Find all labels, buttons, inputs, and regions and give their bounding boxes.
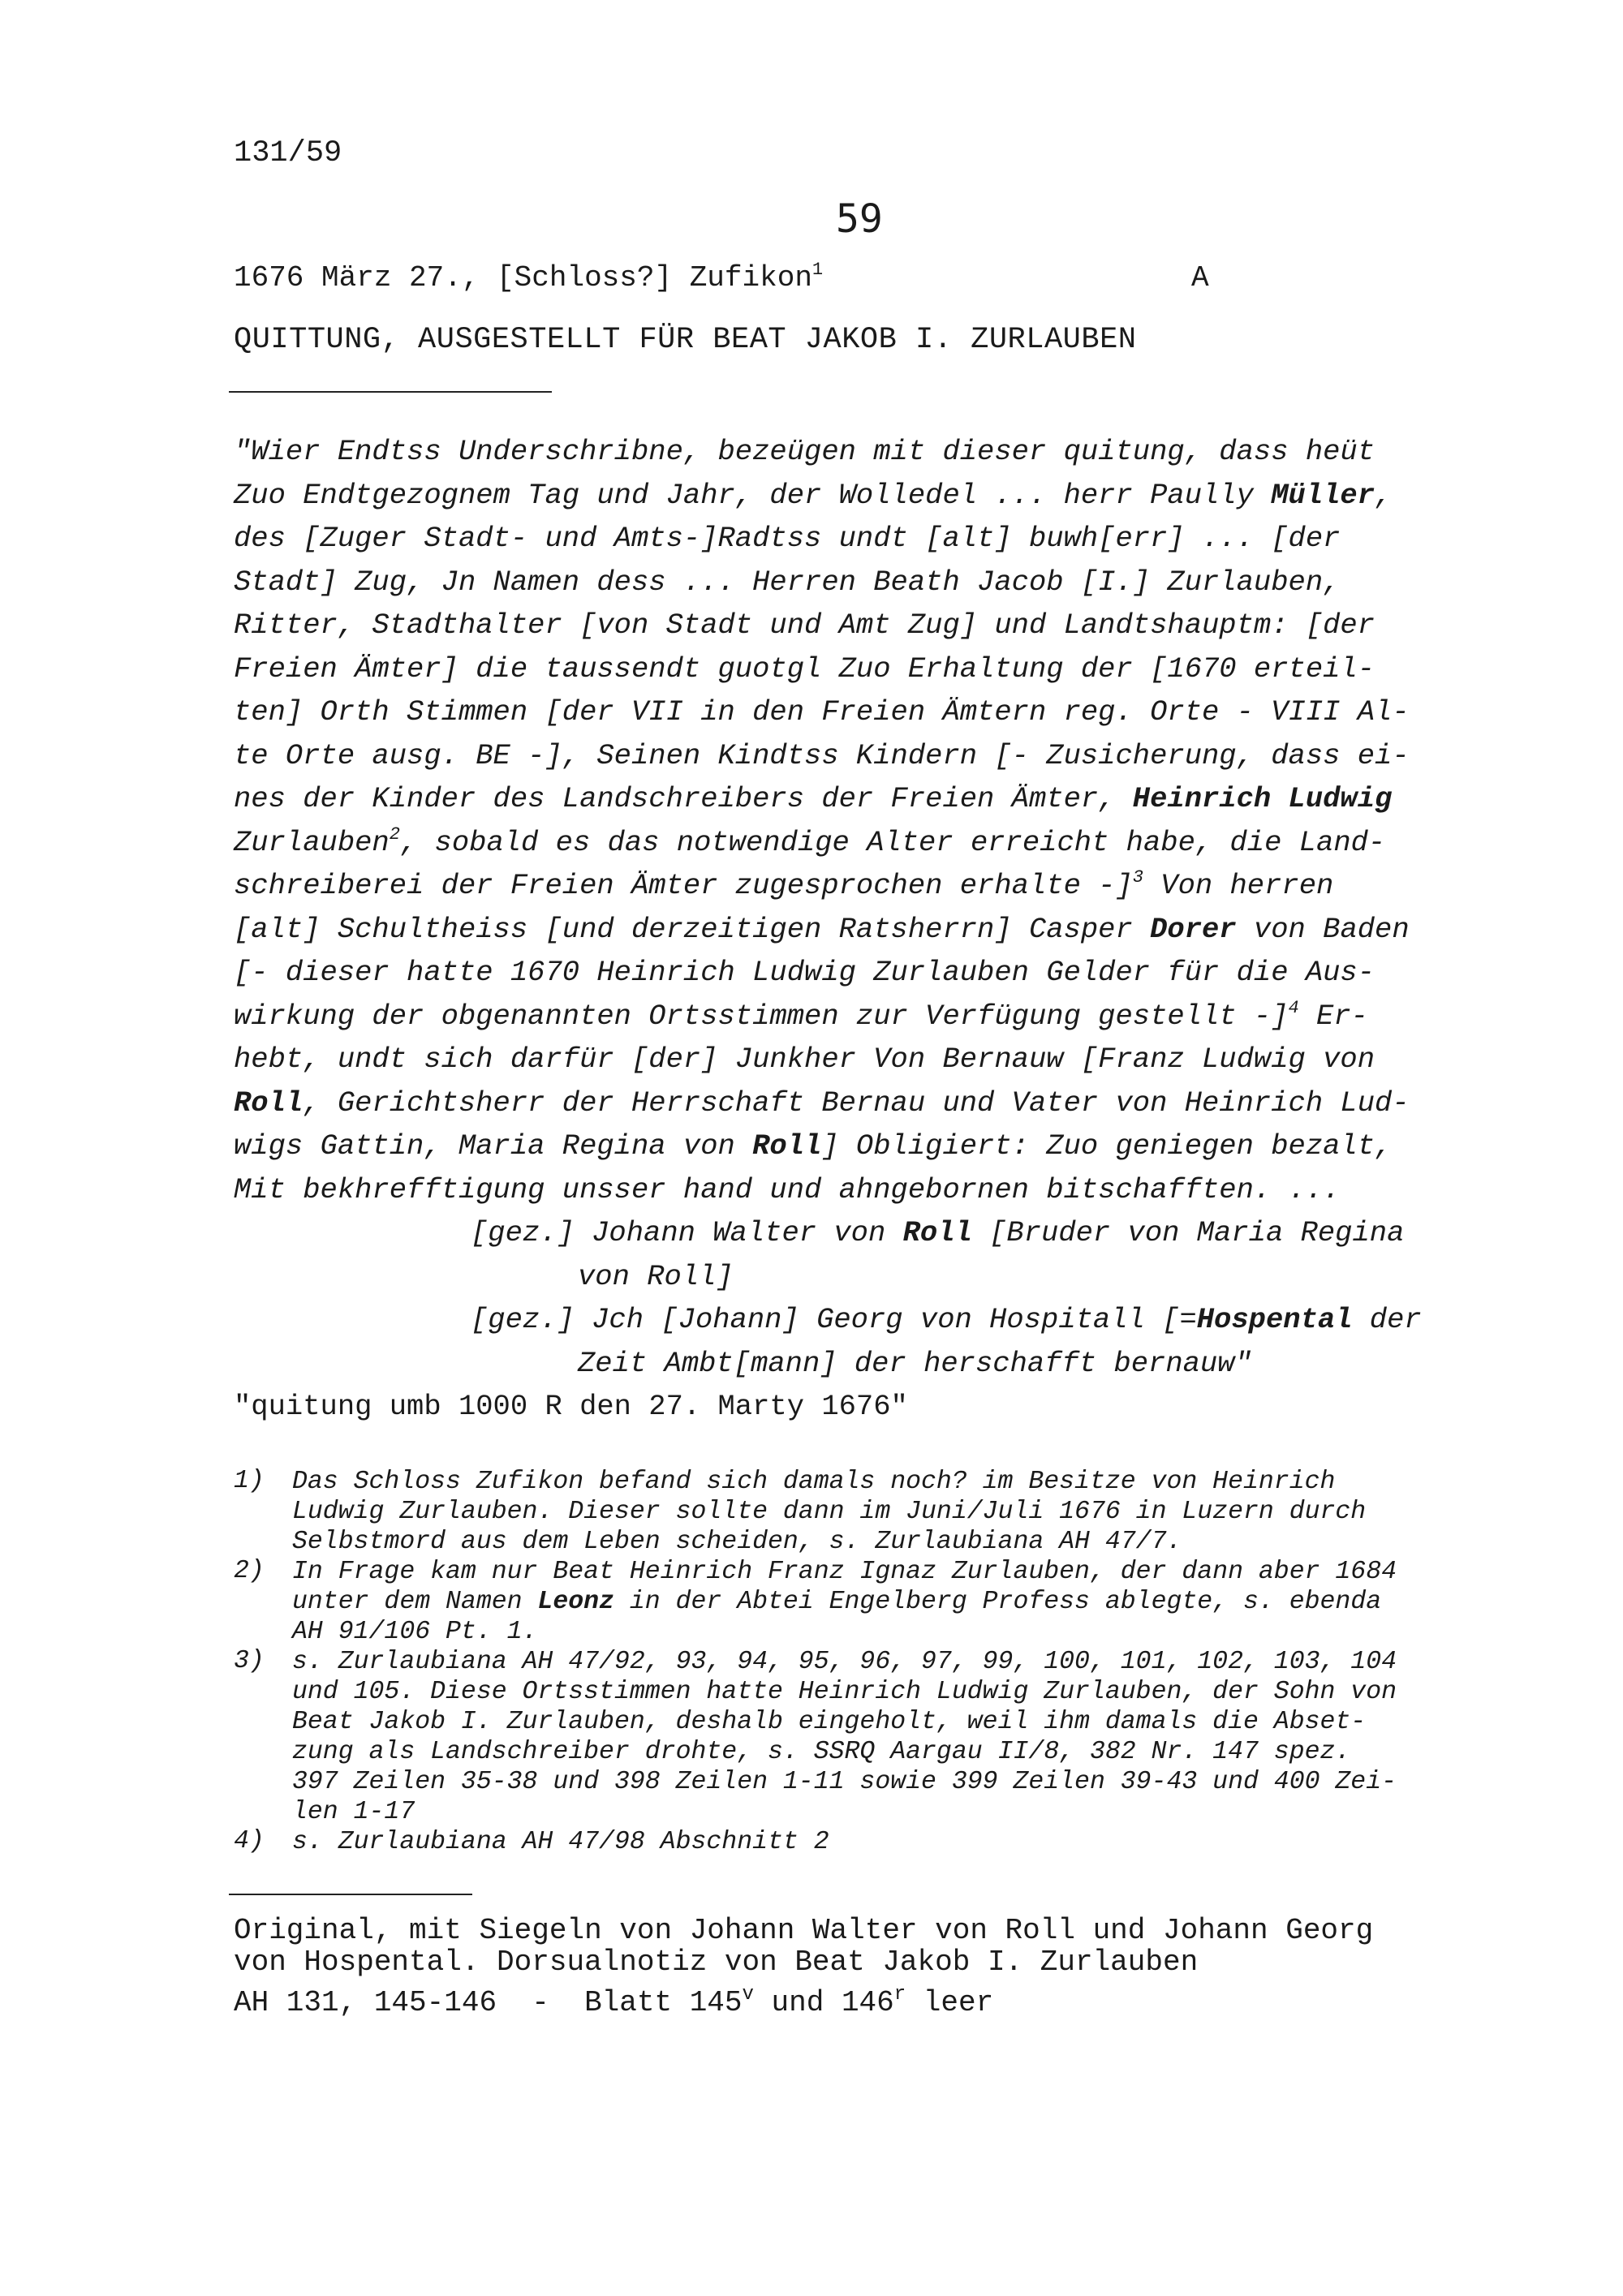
bottom-divider [229,1894,472,1895]
body-line [234,821,1483,865]
text: AH 131, 145-146 - Blatt 145 [234,1986,743,2019]
text: von Baden [1236,912,1410,946]
source-line: von Hospental. Dorsualnotiz von Beat Jakob I. Zurlauben [234,1946,1199,1979]
footnote-mark: 4 [1288,997,1299,1018]
footnote-mark: 1 [812,260,824,280]
text: und 146 [753,1986,894,2019]
text: [alt] Schultheiss [und derzeitigen Ratsherrn] Casper [234,912,1151,946]
name-bold: Roll [902,1216,972,1249]
name-bold: Roll [752,1129,822,1163]
text: Von herren [1143,869,1334,902]
footnote-line [292,1587,1500,1617]
footnote-number: 3) [234,1647,265,1675]
footnote-line: und 105. Diese Ortsstimmen hatte Heinrich Ludwig Zurlauben, der Sohn von [292,1678,1397,1706]
transcription-body [234,430,1483,1429]
text: [gez.] Johann Walter von [471,1216,903,1249]
footnote-number: 2) [234,1557,265,1585]
footnote-1 [234,1467,1500,1557]
body-line [234,864,1483,908]
name-bold: Leonz [537,1588,614,1616]
footnote-line: len 1-17 [292,1798,415,1826]
source-line: Original, mit Siegeln von Johann Walter von Roll und Johann Georg [234,1914,1374,1947]
text: , Gerichtsherr der Herrschaft Bernau und Vater von Heinrich Lud- [303,1086,1410,1120]
dorsal-note: "quitung umb 1000 R den 27. Marty 1676" [234,1390,908,1423]
body-line: Freien Ämter] die taussendt guotgl Zuo Erhaltung der [1670 erteil- [234,651,1375,686]
footnote-number: 1) [234,1467,265,1495]
footnote-line: s. Zurlaubiana AH 47/98 Abschnitt 2 [292,1828,829,1856]
footnotes [234,1467,1500,1857]
body-line [234,908,1483,952]
footnote-mark: 3 [1132,867,1143,888]
name-bold: Roll [234,1086,304,1120]
date-place [234,261,823,295]
body-line: [- dieser hatte 1670 Heinrich Ludwig Zurlauben Gelder für die Aus- [234,956,1375,989]
text: Er- [1298,999,1368,1033]
date-place-text: 1676 März 27., [Schloss?] Zufikon [234,261,812,295]
text: in der Abtei Engelberg Profess ablegte, s. ebenda [613,1588,1382,1616]
body-line: "Wier Endtss Underschribne, bezeügen mit dieser quitung, dass heüt [234,435,1375,468]
text: [Bruder von Maria Regina [971,1216,1405,1249]
text: unter dem Namen [292,1588,538,1616]
name-bold: Hospental [1196,1303,1353,1336]
footnote-line: zung als Landschreiber drohte, s. SSRQ Aargau II/8, 382 Nr. 147 spez. [292,1738,1351,1766]
signature-line [234,1211,1483,1255]
footnote-line: Beat Jakob I. Zurlauben, deshalb eingeholt, weil ihm damals die Abset- [292,1708,1367,1736]
archive-reference [234,1986,993,2019]
footnote-line: AH 91/106 Pt. 1. [292,1618,538,1646]
source-note [234,1915,1373,1978]
footnote-3 [234,1647,1500,1827]
text: leer [906,1986,994,2019]
page-number: 59 [836,196,883,242]
footnote-line: s. Zurlaubiana AH 47/92, 93, 94, 95, 96, 97, 99, 100, 101, 102, 103, 104 [292,1648,1397,1676]
body-line: hebt, undt sich darfür [der] Junkher Von Bernauw [Franz Ludwig von [234,1043,1375,1076]
text: schreiberei der Freien Ämter zugesprochen erhalte -] [234,869,1133,902]
body-line [234,777,1483,821]
footnote-line: 397 Zeilen 35-38 und 398 Zeilen 1-11 sowie 399 Zeilen 39-43 und 400 Zei- [292,1768,1397,1796]
footnote-line: Ludwig Zurlauben. Dieser sollte dann im Juni/Juli 1676 in Luzern durch [292,1498,1367,1526]
footnote-2 [234,1557,1500,1647]
text: nes der Kinder des Landschreibers der Freien Ämter, [234,782,1133,815]
name-bold: Heinrich Ludwig [1132,782,1393,815]
superscript: v [742,1984,754,2006]
name-bold: Müller [1271,478,1375,512]
footnote-line: In Frage kam nur Beat Heinrich Franz Ignaz Zurlauben, der dann aber 1684 [292,1558,1397,1586]
text: Zurlauben [234,825,390,859]
text: , [1375,478,1393,512]
text: der [1352,1303,1422,1336]
body-line [234,474,1483,518]
footnote-line: Das Schloss Zufikon befand sich damals noch? im Besitze von Heinrich [292,1468,1336,1496]
body-line [234,1081,1483,1125]
body-line: ten] Orth Stimmen [der VII in den Freien Ämtern reg. Orte - VIII Al- [234,695,1410,729]
body-line: Mit bekhrefftigung unsser hand und ahngebornen bitschafften. ... [234,1172,1341,1206]
body-line: te Orte ausg. BE -], Seinen Kindtss Kindern [- Zusicherung, dass ei- [234,738,1410,772]
text: [gez.] Jch [Johann] Georg von Hospitall [= [471,1303,1197,1336]
text: ] Obligiert: Zuo geniegen bezalt, [821,1129,1393,1163]
footnote-number: 4) [234,1827,265,1855]
name-bold: Dorer [1150,912,1237,946]
footnote-line: Selbstmord aus dem Leben scheiden, s. Zurlaubiana AH 47/7. [292,1528,1182,1556]
superscript: r [893,1984,906,2006]
document-title: QUITTUNG, AUSGESTELLT FÜR BEAT JAKOB I. ZURLAUBEN [234,323,1137,357]
body-line: Stadt] Zug, Jn Namen dess ... Herren Beath Jacob [I.] Zurlauben, [234,565,1341,599]
top-divider [229,391,552,393]
footnote-4 [234,1827,1500,1857]
signature-line: von Roll] [578,1259,734,1293]
signature-line [234,1298,1483,1342]
document-reference: 131/59 [234,136,342,170]
document-letter: A [1191,261,1209,295]
body-line [234,1124,1483,1168]
text: Zuo Endtgezognem Tag und Jahr, der Wolledel ... herr Paully [234,478,1272,512]
signature-line: Zeit Ambt[mann] der herschafft bernauw" [578,1346,1252,1380]
text: , sobald es das notwendige Alter erreicht habe, die Land- [399,825,1386,859]
body-line: Ritter, Stadthalter [von Stadt und Amt Zug] und Landtshauptm: [der [234,608,1375,642]
text: wirkung der obgenannten Ortsstimmen zur Verfügung gestellt -] [234,999,1289,1033]
body-line [234,995,1483,1038]
footnote-mark: 2 [389,823,400,845]
body-line: des [Zuger Stadt- und Amts-]Radtss undt [alt] buwh[err] ... [der [234,522,1341,555]
text: wigs Gattin, Maria Regina von [234,1129,753,1163]
